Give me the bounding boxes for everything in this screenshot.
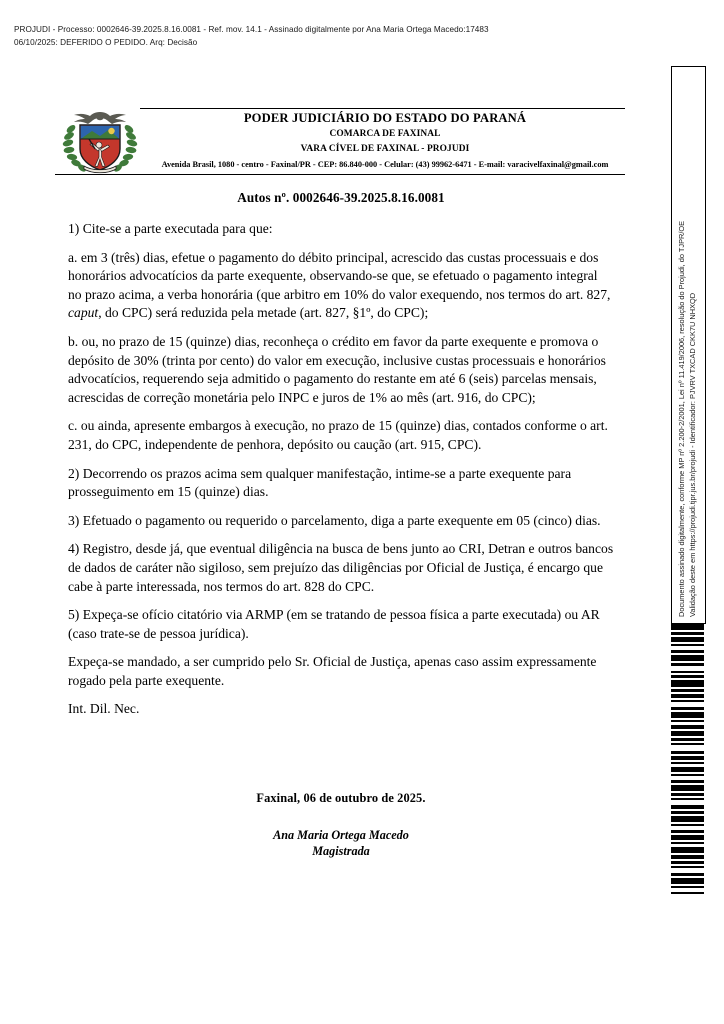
paragraph-int-dil-nec: Int. Dil. Nec. [68, 701, 140, 717]
projudi-stamp-line-2: 06/10/2025: DEFERIDO O PEDIDO. Arq: Decisão [14, 37, 198, 47]
document-body [68, 190, 614, 729]
paragraph-item-2: 2) Decorrendo os prazos acima sem qualquer manifestação, intime-se a parte exequente para prosseguimento em 15 (quinze) dias. [68, 465, 572, 500]
projudi-stamp-line-1: PROJUDI - Processo: 0002646-39.2025.8.16.0081 - Ref. mov. 14.1 - Assinado digitalmente por Ana Maria Ortega Macedo:17483 [14, 25, 489, 34]
parana-coat-of-arms-icon [59, 109, 141, 175]
organization-name: PODER JUDICIÁRIO DO ESTADO DO PARANÁ [243, 111, 527, 125]
paragraph-mandado: Expeça-se mandado, a ser cumprido pelo Sr. Oficial de Justiça, apenas caso assim expressamente rogado pela parte exequente. [68, 654, 597, 688]
signature-block [68, 827, 614, 859]
validation-line-1: Documento assinado digitalmente, conforme MP nº 2.200-2/2001, Lei nº 11.419/2006, resolução do Projudi, do TJPR/OE [677, 220, 686, 617]
address-line: Avenida Brasil, 1080 - centro - Faxinal/PR - CEP: 86.840-000 - Celular: (43) 99962-6471 - E-mail: varacivelfaxinal@gmail.com [161, 160, 609, 169]
paragraph-item-1b: b. ou, no prazo de 15 (quinze) dias, reconheça o crédito em favor da parte exequente e promova o depósito de 30% (trinta por cento) do valor em execução, inclusive custas processuais e honorários advocatícios, requerendo seja admitido o pagamento do restante em até 6 (seis) parcelas mensais, acrescidas de correção monetária pelo INPC e juros de 1% ao mês (art. 916, do CPC); [68, 333, 606, 405]
validation-text [672, 67, 703, 619]
closing-block [68, 790, 614, 859]
validation-sidebar [668, 66, 708, 988]
letterhead-bottom-rule [55, 174, 625, 175]
item-1a-text-after: , do CPC) será reduzida pela metade (art. 827, §1º, do CPC); [98, 305, 429, 321]
autos-number-title: Autos nº. 0002646-39.2025.8.16.0081 [237, 190, 445, 205]
signer-role: Magistrada [312, 844, 370, 858]
paragraph-item-1: 1) Cite-se a parte executada para que: [68, 221, 273, 236]
paragraph-item-3: 3) Efetuado o pagamento ou requerido o parcelamento, diga a parte exequente em 05 (cinco) dias. [68, 512, 601, 528]
paragraph-item-1a [68, 249, 614, 323]
letterhead-top-rule [140, 108, 625, 109]
paragraph-item-1c: c. ou ainda, apresente embargos à execução, no prazo de 15 (quinze) dias, contados conforme o art. 231, do CPC, independente de penhora, depósito ou caução (art. 915, CPC). [68, 418, 608, 452]
paragraph-item-4: 4) Registro, desde já, que eventual diligência na busca de bens junto ao CRI, Detran e outros bancos de dados de caráter não sigiloso, sem prejuízo das diligências por Oficial de Justiça, é encargo que cabe à parte interessada, nos termos do art. 828 do CPC. [68, 541, 614, 594]
item-1a-text-before: a. em 3 (três) dias, efetue o pagamento do débito principal, acrescido das custas processuais e dos honorários advocatícios da parte exequente, observando-se que, se efetuado o pagamento integral no prazo acima, a verba honorária (que arbitro em 10% do valor exequendo, nos termos do art. 827, [68, 249, 611, 302]
validation-barcode [671, 624, 704, 986]
vara-name: VARA CÍVEL DE FAXINAL - PROJUDI [300, 144, 470, 154]
signer-name: Ana Maria Ortega Macedo [273, 828, 409, 842]
validation-text-box [671, 66, 706, 624]
comarca-name: COMARCA DE FAXINAL [329, 129, 441, 139]
barcode-bar [671, 680, 704, 687]
closing-date: Faxinal, 06 de outubro de 2025. [256, 791, 426, 805]
barcode-bar [671, 894, 704, 897]
item-1a-italic-caput: caput [68, 305, 99, 321]
validation-line-2: Validação deste em https://projudi.tjpr.jus.br/projudi - Identificador: PJVRV TXCAD CKK7U NHXQD [688, 292, 697, 617]
letterhead-text-block [145, 111, 625, 171]
paragraph-item-5: 5) Expeça-se ofício citatório via ARMP (em se tratando de pessoa física a parte executada) ou AR (caso trate-se de pessoa jurídica). [68, 607, 600, 641]
